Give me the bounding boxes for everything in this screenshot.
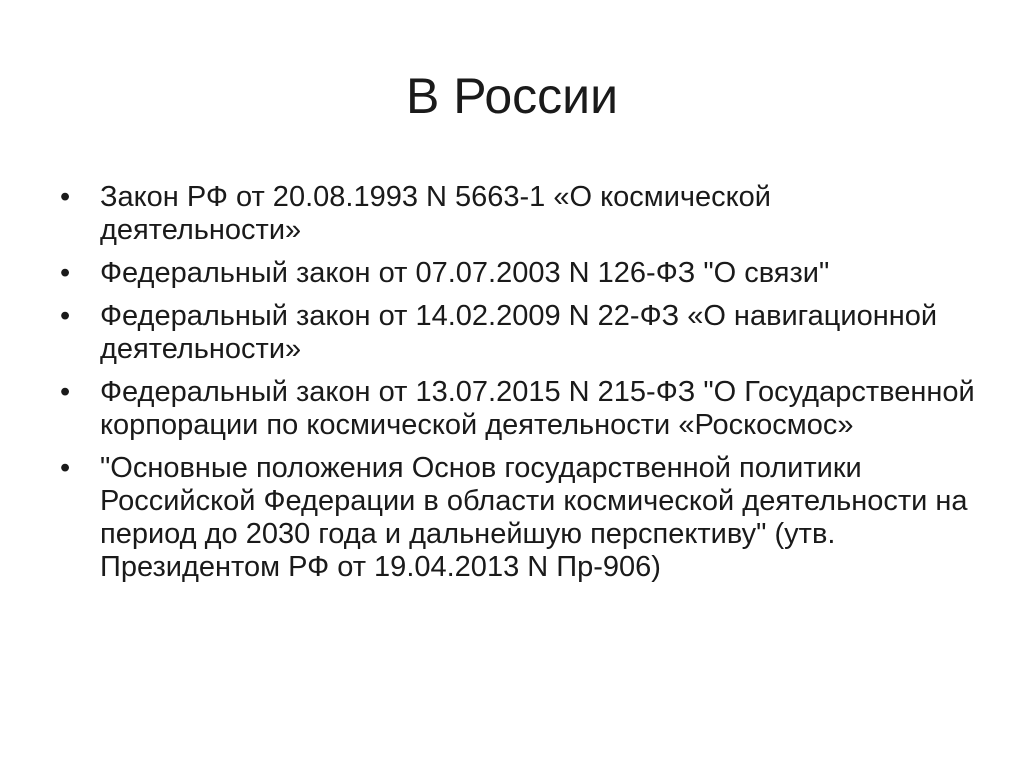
bullet-text: Федеральный закон от 13.07.2015 N 215-ФЗ "О Государственной корпорации по космической деятельности «Роскосмос» (100, 376, 975, 441)
bullet-icon: • (60, 376, 71, 408)
bullet-list (58, 181, 978, 594)
bullet-text: Федеральный закон от 07.07.2003 N 126-ФЗ "О связи" (100, 257, 830, 289)
bullet-icon: • (60, 257, 71, 289)
bullet-item (58, 300, 978, 366)
bullet-text: "Основные положения Основ государственной политики Российской Федерации в области космической деятельности на период до 2030 года и дальнейшую перспективу" (утв. Президентом РФ от 19.04.2013 N Пр-906) (100, 452, 968, 583)
bullet-icon: • (60, 181, 71, 213)
bullet-item (58, 452, 978, 584)
bullet-icon: • (60, 452, 71, 484)
bullet-item (58, 257, 978, 290)
bullet-item (58, 376, 978, 442)
bullet-icon: • (60, 300, 71, 332)
bullet-item (58, 181, 978, 247)
slide-title: В России (405, 68, 619, 124)
bullet-text: Закон РФ от 20.08.1993 N 5663-1 «О космической деятельности» (100, 181, 771, 246)
bullet-text: Федеральный закон от 14.02.2009 N 22-ФЗ «О навигационной деятельности» (100, 300, 938, 365)
